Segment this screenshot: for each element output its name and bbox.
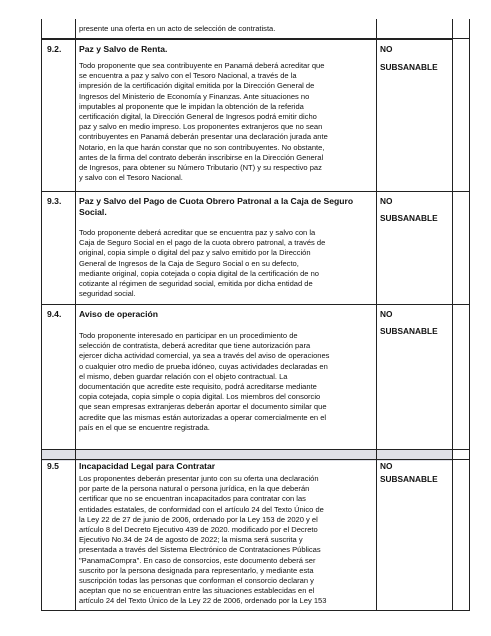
status-label-line2: SUBSANABLE — [380, 62, 438, 72]
section-title: Paz y Salvo del Pago de Cuota Obrero Patronal a la Caja de Seguro Social. — [79, 196, 354, 217]
table-row-divider — [41, 449, 470, 450]
status-label-line2: SUBSANABLE — [380, 474, 438, 484]
table-row-divider — [41, 39, 453, 40]
status-label-line1: NO — [380, 44, 393, 54]
table-row-divider — [41, 304, 470, 305]
status-label-line1: NO — [380, 461, 393, 471]
table-row-divider — [41, 459, 470, 460]
section-number: 9.5 — [47, 461, 59, 471]
section-number: 9.3. — [47, 196, 62, 206]
table-column-divider — [376, 19, 377, 611]
section-title: Aviso de operación — [79, 309, 158, 319]
status-label-line2: SUBSANABLE — [380, 326, 438, 336]
section-number: 9.2. — [47, 44, 62, 54]
status-label-line2: SUBSANABLE — [380, 213, 438, 223]
section-body: Todo proponente interesado en participar en un procedimiento de selección de contratista, deberá acreditar que tiene autorización para ejercer dicha actividad comercial, ya sea a través del aviso de operaciones o cualquier otro medio de prueba idóneo, cuyas actividades declaradas en el mismo, deben guardar relación con el objeto contractual. La documentación que acredite este requisito, podrá acreditarse mediante copia cotejada, copia simple o copia digital. Los miembros del consorcio que sean empresas extranjeras deberán aportar el documento similar que acredite que las mismas están autorizadas a operar comercialmente en el país en el que se encuentre registrada. — [79, 331, 330, 432]
table-row-divider — [41, 191, 470, 192]
status-label-line1: NO — [380, 309, 393, 319]
section-body: Los proponentes deberán presentar junto con su oferta una declaración por parte de la persona natural o persona jurídica, en la que deberán certificar que no se encuentran incapacitados para contratar con las entidades estatales, de conformidad con el artículo 24 del Texto Único de la Ley 22 de 27 de junio de 2006, ordenado por la Ley 153 de 2020 y el artículo 8 del Decreto Ejecutivo 439 de 2020. modificado por el Decreto Ejecutivo No.34 de 24 de agosto de 2022; la misma será suscrita y presentada a través del Sistema Electrónico de Contrataciones Públicas "PanamaCompra". En caso de consorcios, este documento deberá ser suscrito por la persona designada para representarlo, y mediante esta suscripción todas las personas que conforman el consorcio declaran y aceptan que no se encuentran entre las situaciones establecidas en el artículo 24 del Texto Único de la Ley 22 de 2006, ordenado por la Ley 153 — [79, 474, 327, 606]
table-column-divider — [75, 19, 76, 611]
table-border-bottom — [41, 610, 470, 611]
section-title: Paz y Salvo de Renta. — [79, 44, 168, 54]
status-label-line1: NO — [380, 196, 393, 206]
section-body: Todo proponente que sea contribuyente en Panamá deberá acreditar que se encuentra a paz y salvo con el Tesoro Nacional, a través de la impresión de la certificación digital emitida por la Dirección General de Ingresos del Ministerio de Economía y Finanzas. Ante situaciones no imputables al proponente que le impidan la obtención de la referida certificación digital, la Dirección General de Ingresos podrá emitir dicho paz y salvo en medio impreso. Los proponentes extranjeros que no sean contribuyentes en Panamá deberán presentar una declaración jurada ante Notario, en la que harán constar que no son contribuyentes. No obstante, antes de la firma del contrato deberán inscribirse en la Dirección General de Ingresos, para obtener su Número Tributario (NT) y su respectivo paz y salvo con el Tesoro Nacional. — [79, 61, 328, 183]
table-border-left — [41, 19, 42, 611]
table-border-right — [469, 19, 470, 611]
section-title: Incapacidad Legal para Contratar — [79, 461, 216, 471]
section-number: 9.4. — [47, 309, 62, 319]
top-fragment-text: presente una oferta en un acto de selección de contratista. — [79, 24, 276, 33]
section-body: Todo proponente deberá acreditar que se encuentra paz y salvo con la Caja de Seguro Social en el pago de la cuota obrero patronal, a través de original, copia simple o digital del paz y salvo emitido por la Dirección General de Ingresos de la Caja de Seguro Social o en su defecto, mediante original, copia cotejada o copia digital de la certificación de no cotizante al régimen de seguridad social, emitida por dicha entidad de seguridad social. — [79, 228, 326, 299]
table-column-divider — [452, 19, 453, 611]
